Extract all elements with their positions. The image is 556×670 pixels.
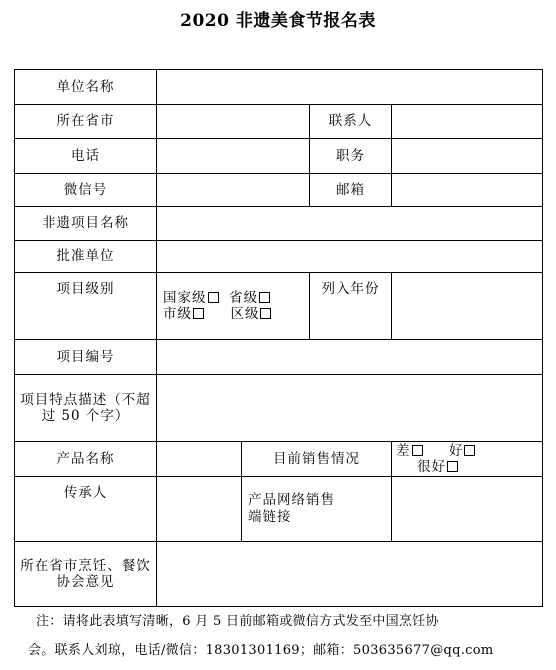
- year-listed-field[interactable]: [392, 272, 543, 339]
- inheritor-label: 传承人: [15, 476, 157, 541]
- table-row: [15, 476, 543, 541]
- contact-label: 联系人: [310, 104, 392, 139]
- project-name-label: 非遗项目名称: [15, 206, 157, 241]
- table-row: [15, 374, 543, 441]
- table-row: [15, 139, 543, 174]
- provincial-level-checkbox[interactable]: [259, 292, 270, 303]
- table-row: [15, 70, 543, 105]
- sales-status-label: 目前销售情况: [242, 441, 392, 476]
- sales-option-poor[interactable]: 差: [396, 443, 423, 459]
- project-number-field[interactable]: [157, 339, 543, 374]
- sales-option-good[interactable]: 好: [449, 443, 476, 459]
- unit-name-label: 单位名称: [15, 70, 157, 105]
- year-listed-label: 列入年份: [310, 272, 392, 339]
- online-sales-link-field[interactable]: [392, 476, 543, 541]
- inheritor-field[interactable]: [157, 476, 242, 541]
- product-name-label: 产品名称: [15, 441, 157, 476]
- phone-field[interactable]: [157, 139, 310, 174]
- footnote-line-1: 注：请将此表填写清晰，6 月 5 日前邮箱或微信方式发至中国烹饪协: [36, 614, 439, 629]
- table-row: [15, 441, 543, 476]
- table-row: [15, 173, 543, 206]
- phone-label: 电话: [15, 139, 157, 174]
- level-option-national[interactable]: 国家级: [163, 290, 219, 306]
- level-option-provincial[interactable]: 省级: [229, 290, 270, 306]
- table-row: [15, 541, 543, 606]
- online-sales-link-label: 产品网络销售 端链接: [242, 476, 392, 541]
- feature-description-label: 项目特点描述（不超 过 50 个字）: [15, 374, 157, 441]
- level-option-city[interactable]: 市级: [163, 306, 204, 322]
- approval-unit-label: 批准单位: [15, 241, 157, 273]
- poor-checkbox[interactable]: [412, 445, 423, 456]
- table-row: [15, 272, 543, 339]
- province-city-label: 所在省市: [15, 104, 157, 139]
- good-checkbox[interactable]: [464, 445, 475, 456]
- wechat-field[interactable]: [157, 173, 310, 206]
- table-row: [15, 104, 543, 139]
- table-row: [15, 206, 543, 241]
- wechat-label: 微信号: [15, 173, 157, 206]
- national-level-checkbox[interactable]: [208, 292, 219, 303]
- feature-description-field[interactable]: [157, 374, 543, 441]
- form-title: 2020 非遗美食节报名表: [180, 11, 376, 31]
- email-field[interactable]: [392, 173, 543, 206]
- approval-unit-field[interactable]: [157, 241, 543, 273]
- project-level-label: 项目级别: [15, 272, 157, 339]
- project-number-label: 项目编号: [15, 339, 157, 374]
- level-option-district[interactable]: 区级: [230, 306, 271, 322]
- position-field[interactable]: [392, 139, 543, 174]
- sales-status-options: [392, 441, 543, 476]
- province-city-field[interactable]: [157, 104, 310, 139]
- association-opinion-label: 所在省市烹饪、餐饮 协会意见: [15, 541, 157, 606]
- district-level-checkbox[interactable]: [260, 308, 271, 319]
- city-level-checkbox[interactable]: [193, 308, 204, 319]
- contact-field[interactable]: [392, 104, 543, 139]
- unit-name-field[interactable]: [157, 70, 543, 105]
- very-good-checkbox[interactable]: [447, 461, 458, 472]
- footnote-line-2: 会。联系人刘琼，电话/微信：18301301169；邮箱：503635677@qq.com: [28, 643, 494, 658]
- project-level-options: [157, 272, 310, 339]
- project-name-field[interactable]: [157, 206, 543, 241]
- table-row: [15, 339, 543, 374]
- footnote: [28, 607, 546, 665]
- registration-form-table: [14, 69, 543, 607]
- position-label: 职务: [310, 139, 392, 174]
- sales-option-very-good[interactable]: 很好: [417, 459, 458, 475]
- product-name-field[interactable]: [157, 441, 242, 476]
- email-label: 邮箱: [310, 173, 392, 206]
- table-row: [15, 241, 543, 273]
- association-opinion-field[interactable]: [157, 541, 543, 606]
